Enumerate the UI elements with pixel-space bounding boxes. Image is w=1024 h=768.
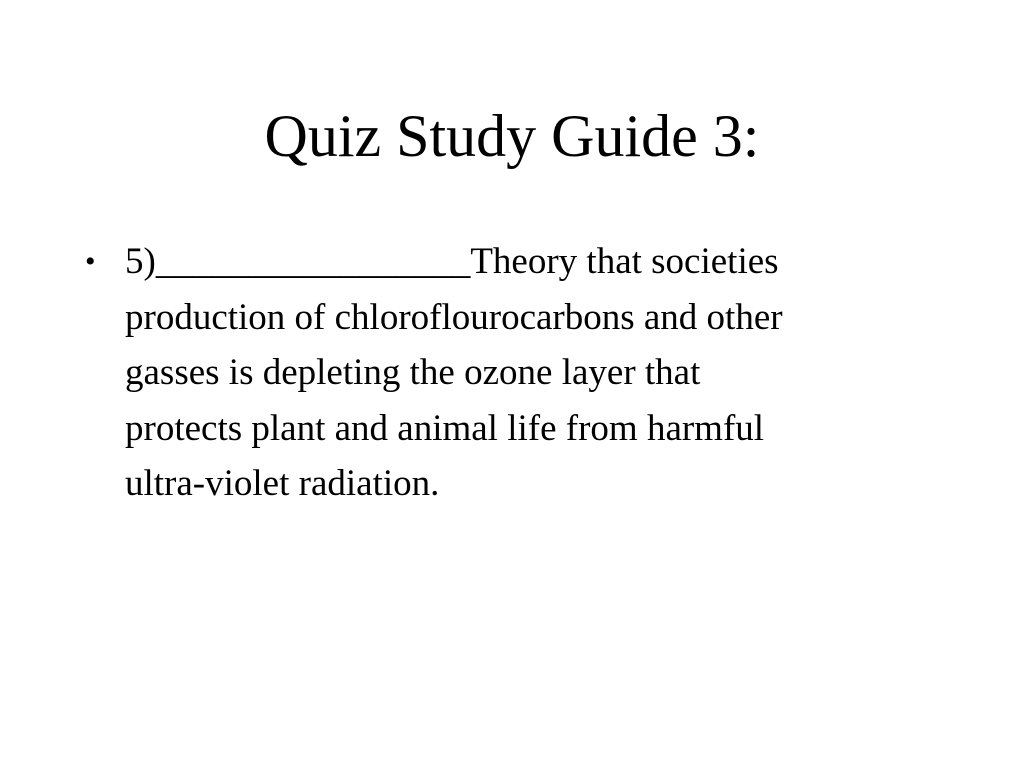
- slide-title: Quiz Study Guide 3:: [264, 103, 760, 169]
- bullet-line-5: ultra-violet radiation.: [125, 463, 440, 504]
- bullet-item: [85, 234, 955, 512]
- bullet-line-1: 5)_________________Theory that societies: [125, 241, 779, 282]
- bullet-line-3: gasses is depleting the ozone layer that: [125, 352, 701, 393]
- bullet-list: [85, 234, 955, 512]
- bullet-line-2: production of chloroflourocarbons and other: [125, 296, 783, 338]
- bullet-marker: •: [85, 245, 96, 278]
- bullet-line-4: protects plant and animal life from harmful: [125, 407, 765, 449]
